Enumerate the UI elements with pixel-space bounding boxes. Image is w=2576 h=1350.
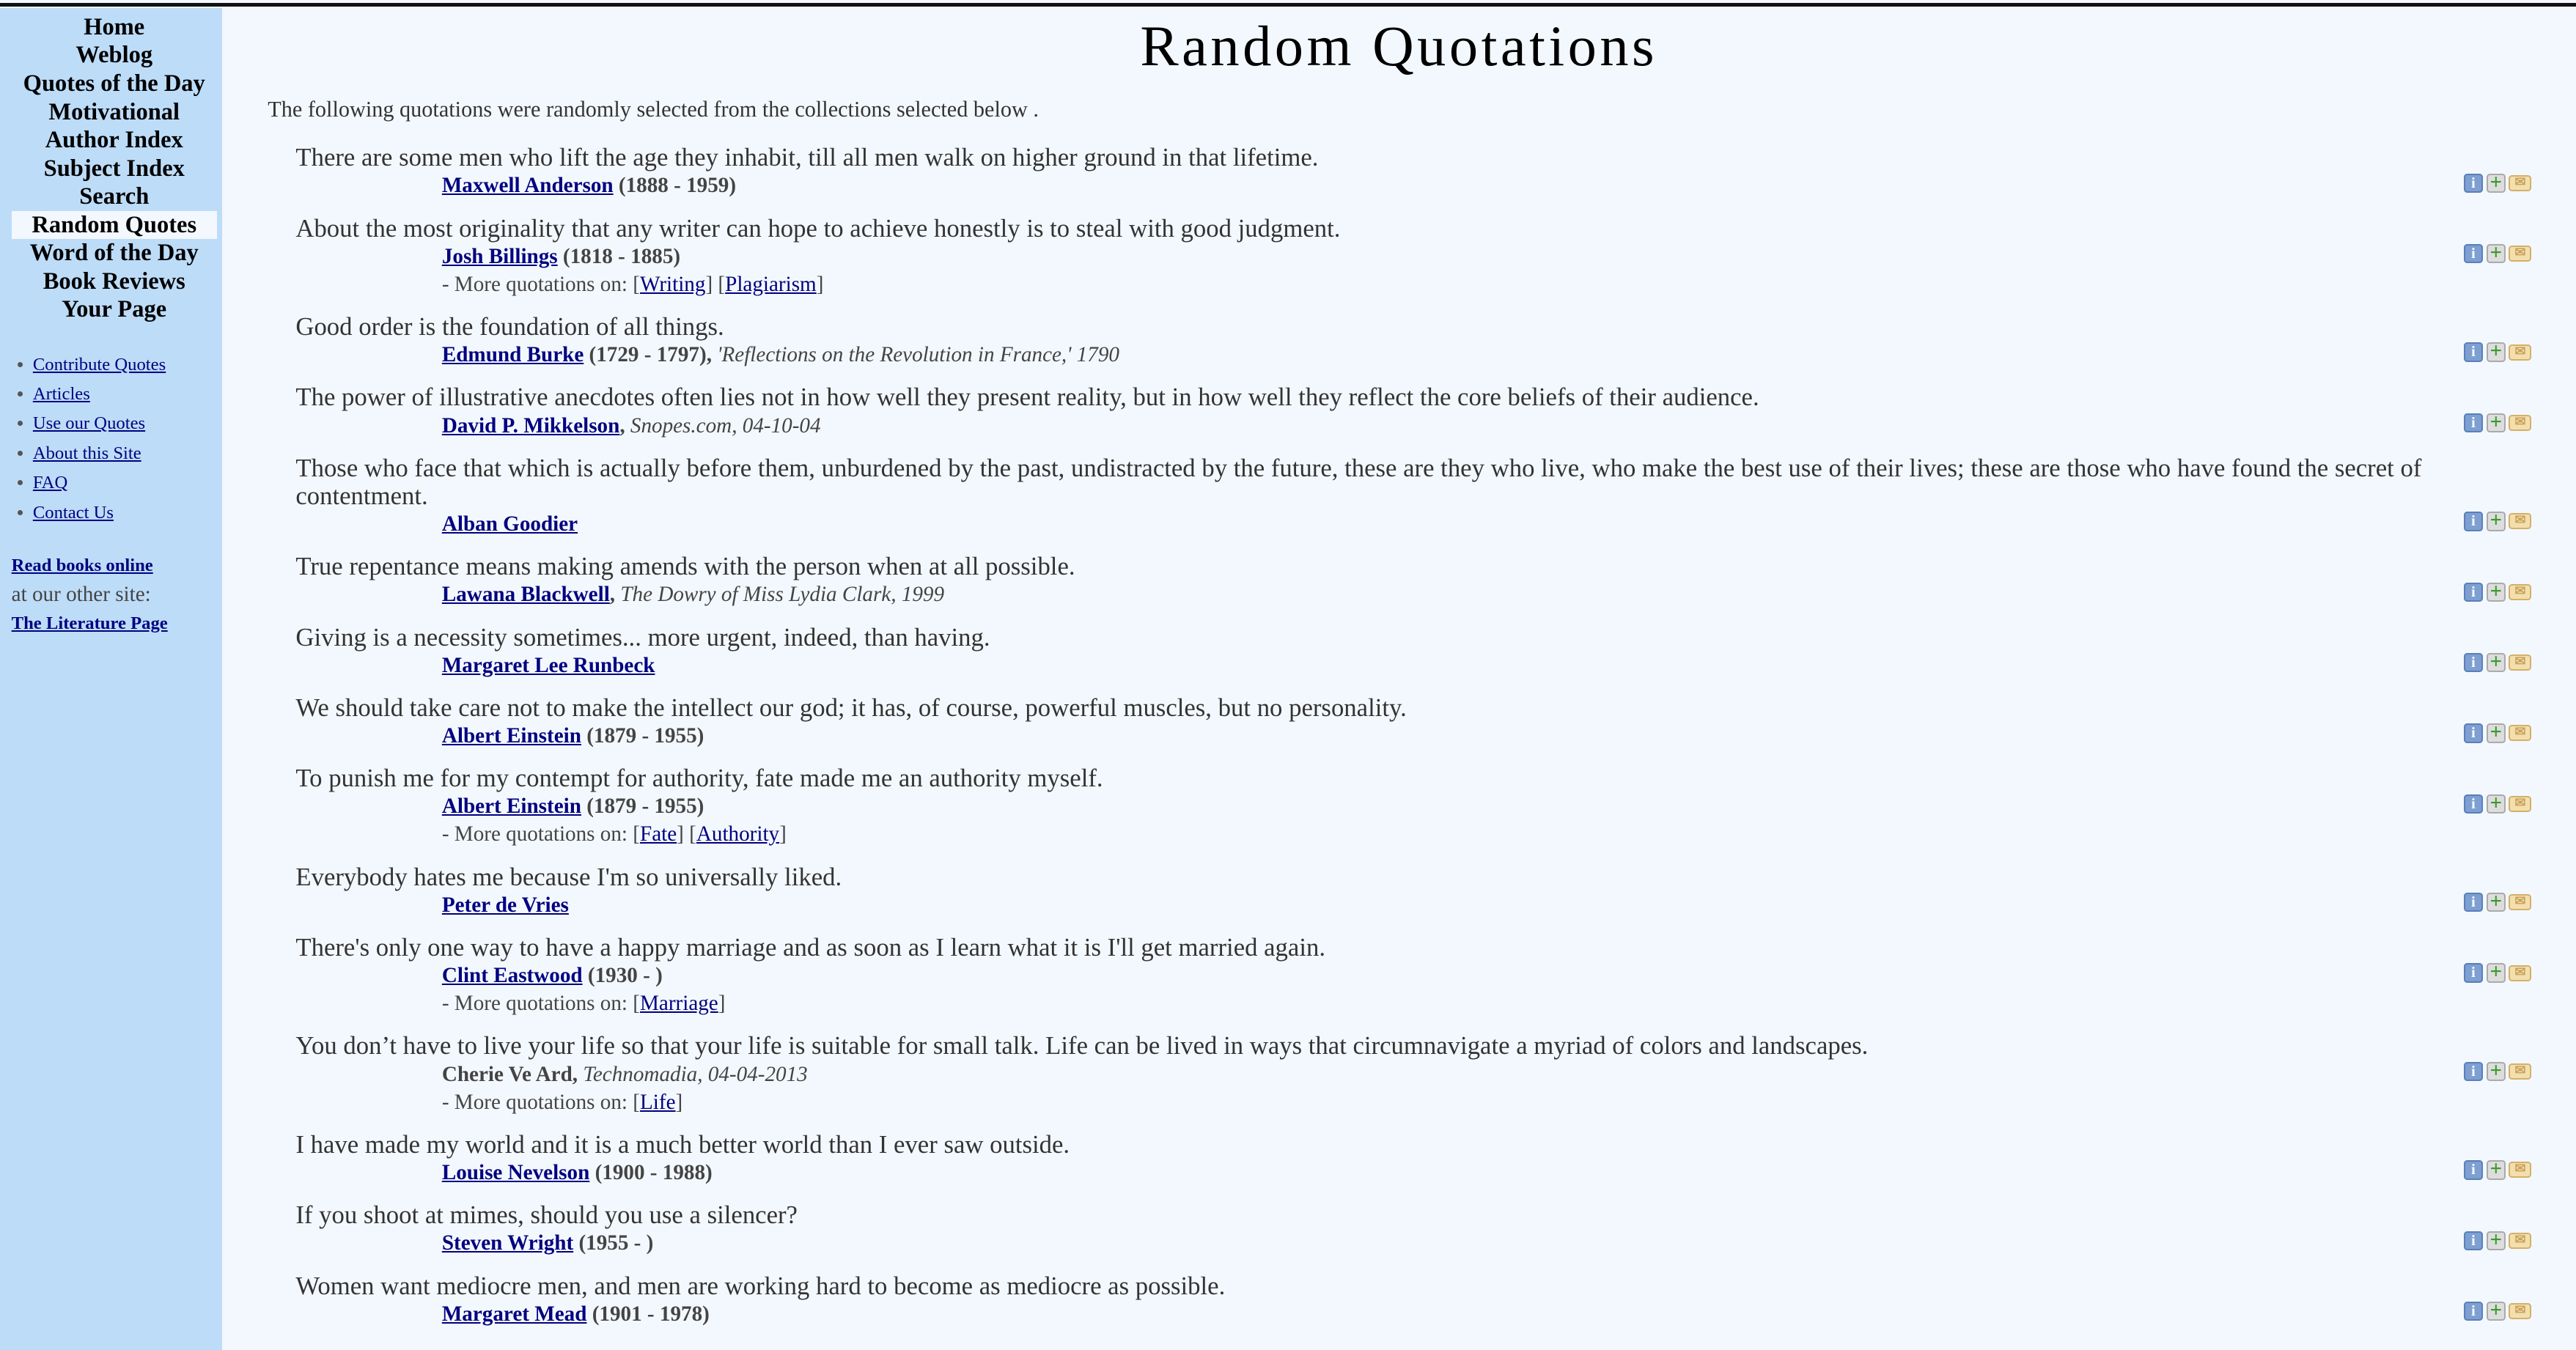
author-link[interactable]: Albert Einstein xyxy=(441,724,581,748)
nav-item-book-reviews[interactable]: Book Reviews xyxy=(43,268,185,295)
quote-item xyxy=(295,1272,2576,1328)
quote-item xyxy=(295,694,2576,750)
email-icon[interactable]: ✉ xyxy=(2509,1233,2531,1249)
quote-text: I have made my world and it is a much better world than I ever saw outside. xyxy=(295,1129,1070,1159)
add-to-page-icon[interactable]: + xyxy=(2487,1231,2506,1250)
nav-item-author-index[interactable]: Author Index xyxy=(45,127,183,154)
author-dates: (1879 - 1955) xyxy=(581,794,704,819)
quote-actions xyxy=(2464,410,2532,434)
nav-item-home[interactable]: Home xyxy=(84,13,145,40)
info-icon[interactable]: i xyxy=(2464,653,2483,672)
link-articles[interactable]: Articles xyxy=(32,384,90,405)
author-link[interactable]: Josh Billings xyxy=(441,244,558,268)
more-quotations: - More quotations on: [Life] xyxy=(441,1090,683,1114)
info-icon[interactable]: i xyxy=(2464,512,2483,531)
quote-text: Those who face that which is actually before them, unburdened by the past, undistracted by the future, these are they who live, who make the best use of their lives; these are those who have found the secret of contentment. xyxy=(295,453,2422,510)
quote-source: Snopes.com, 04-10-04 xyxy=(630,413,821,438)
add-to-page-icon[interactable]: + xyxy=(2487,413,2506,432)
quote-actions xyxy=(2464,339,2532,364)
quote-source: The Dowry of Miss Lydia Clark, 1999 xyxy=(620,583,945,607)
email-icon[interactable]: ✉ xyxy=(2509,175,2531,191)
topic-link[interactable]: Fate xyxy=(640,822,677,846)
author-link[interactable]: Steven Wright xyxy=(441,1231,574,1255)
add-to-page-icon[interactable]: + xyxy=(2487,583,2506,602)
author-link[interactable]: Alban Goodier xyxy=(441,512,578,536)
quote-text: You don’t have to live your life so that your life is suitable for small talk. Life can be lived in ways that circumnavigate a myriad of colors and landscapes. xyxy=(295,1031,1869,1061)
email-icon[interactable]: ✉ xyxy=(2509,1063,2531,1080)
quote-text: There are some men who lift the age they inhabit, till all men walk on higher ground in that lifetime. xyxy=(295,143,1319,172)
author-link[interactable]: Margaret Lee Runbeck xyxy=(441,653,655,677)
quote-item xyxy=(295,934,2576,1017)
quote-item xyxy=(295,553,2576,608)
nav-item-motivational[interactable]: Motivational xyxy=(48,98,180,125)
info-icon[interactable]: i xyxy=(2464,244,2483,263)
add-to-page-icon[interactable]: + xyxy=(2487,723,2506,742)
quote-attribution xyxy=(442,243,2576,270)
info-icon[interactable]: i xyxy=(2464,1302,2483,1321)
author-dates: (1879 - 1955) xyxy=(581,724,704,748)
quote-item xyxy=(295,383,2576,439)
other-site xyxy=(12,552,222,637)
nav-item-quotes-of-the-day[interactable]: Quotes of the Day xyxy=(23,70,205,97)
quote-source: Technomadia, 04-04-2013 xyxy=(583,1062,808,1086)
link-contact-us[interactable]: Contact Us xyxy=(32,502,114,523)
quote-actions xyxy=(2464,960,2532,984)
email-icon[interactable]: ✉ xyxy=(2509,725,2531,741)
quote-actions xyxy=(2464,1228,2532,1252)
quote-item xyxy=(295,1032,2576,1115)
read-books-online-link[interactable]: Read books online xyxy=(11,556,153,576)
info-icon[interactable]: i xyxy=(2464,174,2483,193)
quote-attribution xyxy=(442,171,2576,199)
info-icon[interactable]: i xyxy=(2464,794,2483,814)
quote-attribution xyxy=(442,962,2576,989)
add-to-page-icon[interactable]: + xyxy=(2487,342,2506,361)
more-label: - More quotations on: xyxy=(441,822,633,846)
quote-attribution xyxy=(442,1300,2576,1328)
quote-text: If you shoot at mimes, should you use a silencer? xyxy=(295,1200,798,1230)
email-icon[interactable]: ✉ xyxy=(2509,415,2531,431)
quote-item xyxy=(295,1131,2576,1187)
author-link[interactable]: Louise Nevelson xyxy=(441,1161,590,1185)
author-dates: (1901 - 1978) xyxy=(586,1302,710,1326)
nav-item-word-of-the-day[interactable]: Word of the Day xyxy=(29,240,199,267)
author-dates: (1729 - 1797), xyxy=(584,343,718,367)
quote-attribution xyxy=(442,580,2576,608)
intro-text: The following quotations were randomly selected from the collections selected below . xyxy=(268,97,1039,122)
info-icon[interactable]: i xyxy=(2464,1231,2483,1250)
quote-item xyxy=(295,764,2576,848)
quote-attribution xyxy=(442,412,2576,440)
quote-attribution xyxy=(442,341,2576,369)
quote-text: We should take care not to make the intellect our god; it has, of course, powerful muscles, but no personality. xyxy=(295,693,1407,722)
author-dates: (1900 - 1988) xyxy=(589,1161,713,1185)
quote-actions xyxy=(2464,241,2532,265)
quote-actions xyxy=(2464,170,2532,194)
secondary-links xyxy=(0,350,222,528)
list-item xyxy=(33,468,222,498)
add-to-page-icon[interactable]: + xyxy=(2487,653,2506,672)
info-icon[interactable]: i xyxy=(2464,583,2483,602)
quote-text: Good order is the foundation of all things. xyxy=(295,312,724,342)
quote-item xyxy=(295,1201,2576,1257)
add-to-page-icon[interactable]: + xyxy=(2487,794,2506,814)
author-link[interactable]: Peter de Vries xyxy=(441,893,569,917)
more-quotations: - More quotations on: [Writing] [Plagiarism] xyxy=(441,272,824,296)
nav-item-subject-index[interactable]: Subject Index xyxy=(43,155,185,182)
more-label: - More quotations on: xyxy=(441,272,633,296)
quote-item xyxy=(295,863,2576,919)
topic-link[interactable]: Life xyxy=(640,1090,676,1114)
author-dates: (1955 - ) xyxy=(573,1231,654,1255)
list-item xyxy=(33,380,222,409)
link-contribute-quotes[interactable]: Contribute Quotes xyxy=(32,354,166,375)
quote-text: Giving is a necessity sometimes... more urgent, indeed, than having. xyxy=(295,622,990,652)
info-icon[interactable]: i xyxy=(2464,1062,2483,1081)
info-icon[interactable]: i xyxy=(2464,342,2483,361)
quote-actions xyxy=(2464,890,2532,914)
link-use-our-quotes[interactable]: Use our Quotes xyxy=(32,413,146,434)
quote-item xyxy=(295,624,2576,679)
topic-link[interactable]: Writing xyxy=(640,272,706,296)
author-link[interactable]: Albert Einstein xyxy=(441,794,581,819)
quote-actions xyxy=(2464,1157,2532,1181)
author-dates: (1930 - ) xyxy=(582,964,663,988)
quote-attribution xyxy=(442,722,2576,750)
email-icon[interactable]: ✉ xyxy=(2509,344,2531,361)
author-dates: , xyxy=(619,413,630,438)
quote-actions xyxy=(2464,579,2532,603)
more-quotations: - More quotations on: [Fate] [Authority] xyxy=(441,822,787,846)
quote-attribution xyxy=(442,792,2576,820)
main-content xyxy=(222,8,2576,1343)
quote-actions xyxy=(2464,791,2532,815)
quote-attribution xyxy=(441,1058,2576,1088)
add-to-page-icon[interactable]: + xyxy=(2487,174,2506,193)
list-item xyxy=(33,498,222,528)
email-icon[interactable]: ✉ xyxy=(2509,513,2531,529)
add-to-page-icon[interactable]: + xyxy=(2487,963,2506,982)
list-item xyxy=(33,409,222,438)
more-quotations: - More quotations on: [Marriage] xyxy=(441,992,726,1016)
email-icon[interactable]: ✉ xyxy=(2509,796,2531,812)
quote-item xyxy=(295,454,2576,538)
add-to-page-icon[interactable]: + xyxy=(2487,1160,2506,1179)
quote-item xyxy=(295,215,2576,298)
info-icon[interactable]: i xyxy=(2464,893,2483,912)
quote-text: About the most originality that any writer can hope to achieve honestly is to steal with good judgment. xyxy=(295,213,1341,243)
add-to-page-icon[interactable]: + xyxy=(2487,893,2506,912)
author-link[interactable]: Clint Eastwood xyxy=(441,964,583,988)
other-site-text: at our other site: xyxy=(11,582,151,606)
author-link[interactable]: Lawana Blackwell xyxy=(441,583,610,607)
topic-link[interactable]: Authority xyxy=(696,822,780,846)
main-nav xyxy=(0,13,222,324)
nav-item-weblog[interactable]: Weblog xyxy=(76,42,153,69)
quote-list xyxy=(222,144,2576,1327)
quote-source: 'Reflections on the Revolution in France,' 1790 xyxy=(717,343,1119,367)
author-link[interactable]: Maxwell Anderson xyxy=(441,174,614,198)
more-label: - More quotations on: xyxy=(441,992,633,1016)
topic-link[interactable]: Marriage xyxy=(640,992,718,1016)
nav-item-search[interactable]: Search xyxy=(79,183,150,210)
quote-attribution xyxy=(442,510,2576,538)
author-dates: , xyxy=(609,583,621,607)
list-item xyxy=(33,439,222,468)
author-dates: (1888 - 1959) xyxy=(613,174,737,198)
quote-text: There's only one way to have a happy marriage and as soon as I learn what it is I'll get married again. xyxy=(295,933,1326,962)
top-border xyxy=(0,3,2576,6)
info-icon[interactable]: i xyxy=(2464,1160,2483,1179)
list-item xyxy=(33,350,222,380)
quote-item xyxy=(295,144,2576,199)
literature-page-link[interactable]: The Literature Page xyxy=(11,613,168,633)
author-link[interactable]: David P. Mikkelson xyxy=(441,413,620,438)
quote-text: Everybody hates me because I'm so universally liked. xyxy=(295,862,842,891)
add-to-page-icon[interactable]: + xyxy=(2487,512,2506,531)
quote-text: The power of illustrative anecdotes often lies not in how well they present reality, but in how well they reflect the core beliefs of their audience. xyxy=(295,383,1759,412)
quote-actions xyxy=(2464,1058,2532,1082)
add-to-page-icon[interactable]: + xyxy=(2487,1062,2506,1081)
quote-text: True repentance means making amends with the person when at all possible. xyxy=(295,552,1075,581)
email-icon[interactable]: ✉ xyxy=(2509,965,2531,981)
email-icon[interactable]: ✉ xyxy=(2509,1303,2531,1319)
author-link[interactable]: Edmund Burke xyxy=(441,343,584,367)
email-icon[interactable]: ✉ xyxy=(2509,584,2531,600)
nav-item-your-page[interactable]: Your Page xyxy=(62,296,167,323)
quote-actions xyxy=(2464,720,2532,745)
quote-attribution xyxy=(442,1229,2576,1257)
author-name: Cherie Ve Ard xyxy=(441,1062,573,1086)
info-icon[interactable]: i xyxy=(2464,723,2483,742)
quote-attribution xyxy=(442,1159,2576,1187)
email-icon[interactable]: ✉ xyxy=(2509,1162,2531,1178)
quote-actions xyxy=(2464,1298,2532,1322)
info-icon[interactable]: i xyxy=(2464,963,2483,982)
quote-attribution xyxy=(442,891,2576,919)
add-to-page-icon[interactable]: + xyxy=(2487,244,2506,263)
quote-item xyxy=(295,313,2576,369)
email-icon[interactable]: ✉ xyxy=(2509,654,2531,671)
quote-attribution xyxy=(441,649,2576,679)
author-link[interactable]: Margaret Mead xyxy=(441,1302,587,1326)
quote-actions xyxy=(2464,649,2532,674)
page-title: Random Quotations xyxy=(1140,13,1658,78)
nav-item-random-quotes[interactable]: Random Quotes xyxy=(12,211,217,240)
info-icon[interactable]: i xyxy=(2464,413,2483,432)
topic-link[interactable]: Plagiarism xyxy=(725,272,817,296)
author-dates: , xyxy=(572,1062,584,1086)
email-icon[interactable]: ✉ xyxy=(2509,246,2531,262)
add-to-page-icon[interactable]: + xyxy=(2487,1302,2506,1321)
sidebar xyxy=(0,8,222,1350)
quote-actions xyxy=(2464,509,2532,533)
quote-text: To punish me for my contempt for authority, fate made me an authority myself. xyxy=(295,764,1103,793)
email-icon[interactable]: ✉ xyxy=(2509,894,2531,910)
link-faq[interactable]: FAQ xyxy=(32,473,68,493)
more-label: - More quotations on: xyxy=(441,1090,633,1114)
author-dates: (1818 - 1885) xyxy=(557,244,681,268)
quote-text: Women want mediocre men, and men are working hard to become as mediocre as possible. xyxy=(295,1271,1226,1300)
link-about-this-site[interactable]: About this Site xyxy=(32,443,141,463)
